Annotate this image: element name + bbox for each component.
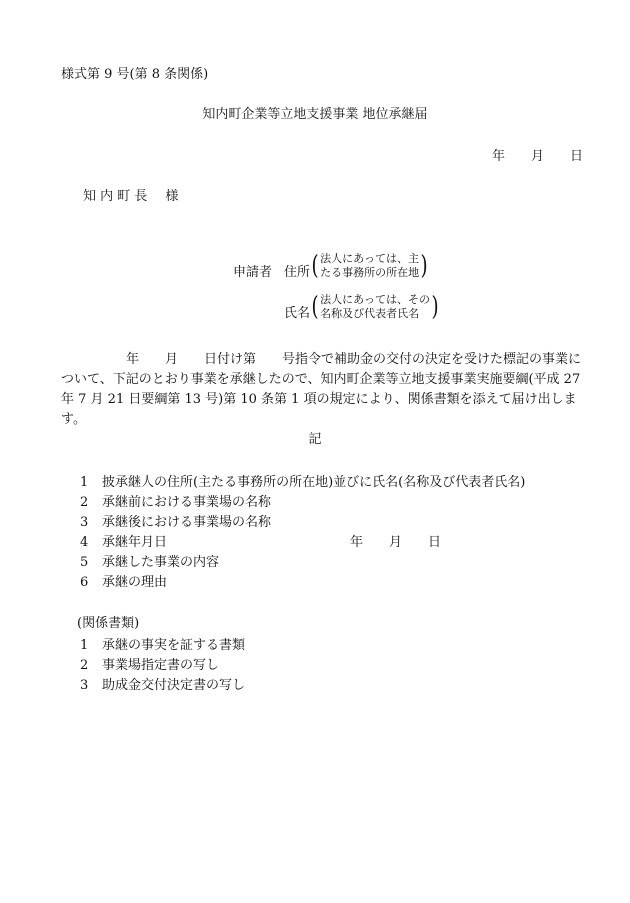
address-note-line-2: たる事務所の所在地 [320, 266, 420, 279]
close-paren: ) [420, 251, 428, 281]
date-day: 日 [570, 149, 584, 164]
item-number: 2 [80, 495, 89, 510]
close-paren: ) [431, 292, 439, 322]
item-text: 承継後における事業場の名称 [102, 515, 272, 530]
item-text: 承継前における事業場の名称 [102, 495, 272, 510]
applicant-label: 申請者 [233, 265, 273, 280]
addressee-name: 知 内 町 長 [83, 189, 148, 204]
item-text: 承継の理由 [102, 575, 168, 590]
name-note-line-1: 法人にあっては、その [320, 293, 431, 306]
date-month: 月 [531, 149, 545, 164]
body-paragraph: 年 月 日付け第 号指令で補助金の交付の決定を受けた標記の事業について、下記のとおり事業を承継したので、知内町企業等立地支援事業実施要綱(平成 27 年 7 月 21 日要綱第 13 号)第 10 条第 1 項の規定により、関係書類を添えて届け出します。 [61, 352, 582, 427]
list-item [80, 553, 525, 573]
item-text: 承継の事実を証する書類 [102, 638, 246, 653]
item-text: 事業場指定書の写し [102, 658, 220, 673]
list-item [80, 656, 245, 676]
item-text: 助成金交付決定書の写し [102, 678, 246, 693]
form-number: 様式第 9 号(第 8 条関係) [61, 67, 209, 82]
list-item [80, 636, 245, 656]
name-label: 氏名 [284, 306, 311, 321]
item-text: 承継した事業の内容 [102, 555, 220, 570]
addressee [83, 190, 178, 203]
item-number: 1 [80, 638, 89, 653]
related-docs-heading: (関係書類) [77, 616, 140, 631]
item-text: 披承継人の住所(主たる事務所の所在地)並びに氏名(名称及び代表者氏名) [102, 475, 526, 490]
item-number: 5 [80, 555, 89, 570]
date-year: 年 [492, 149, 506, 164]
document-title: 知内町企業等立地支援事業 地位承継届 [202, 107, 428, 122]
name-note [310, 293, 440, 321]
item-number: 1 [80, 475, 89, 490]
item-number: 2 [80, 658, 89, 673]
list-item [80, 513, 525, 533]
related-docs-list [80, 636, 245, 696]
ki-heading: 記 [308, 432, 322, 447]
item-number: 3 [80, 678, 89, 693]
name-note-line-2: 名称及び代表者氏名 [320, 307, 420, 320]
succession-date-blank: 年 月 日 [350, 535, 442, 550]
list-item [80, 676, 245, 696]
list-item [80, 533, 525, 553]
item-number: 3 [80, 515, 89, 530]
item-number: 4 [80, 535, 89, 550]
item-number: 6 [80, 575, 89, 590]
address-note [310, 252, 429, 280]
addressee-honorific: 様 [165, 189, 179, 204]
list-item [80, 493, 525, 513]
item-list [80, 473, 525, 593]
open-paren: ( [311, 292, 319, 322]
list-item [80, 573, 525, 593]
item-text: 承継年月日 [102, 535, 168, 550]
address-label: 住所 [284, 265, 311, 280]
address-note-line-1: 法人にあっては、主 [320, 252, 420, 265]
open-paren: ( [311, 251, 319, 281]
list-item [80, 473, 525, 493]
date-line [492, 150, 583, 163]
